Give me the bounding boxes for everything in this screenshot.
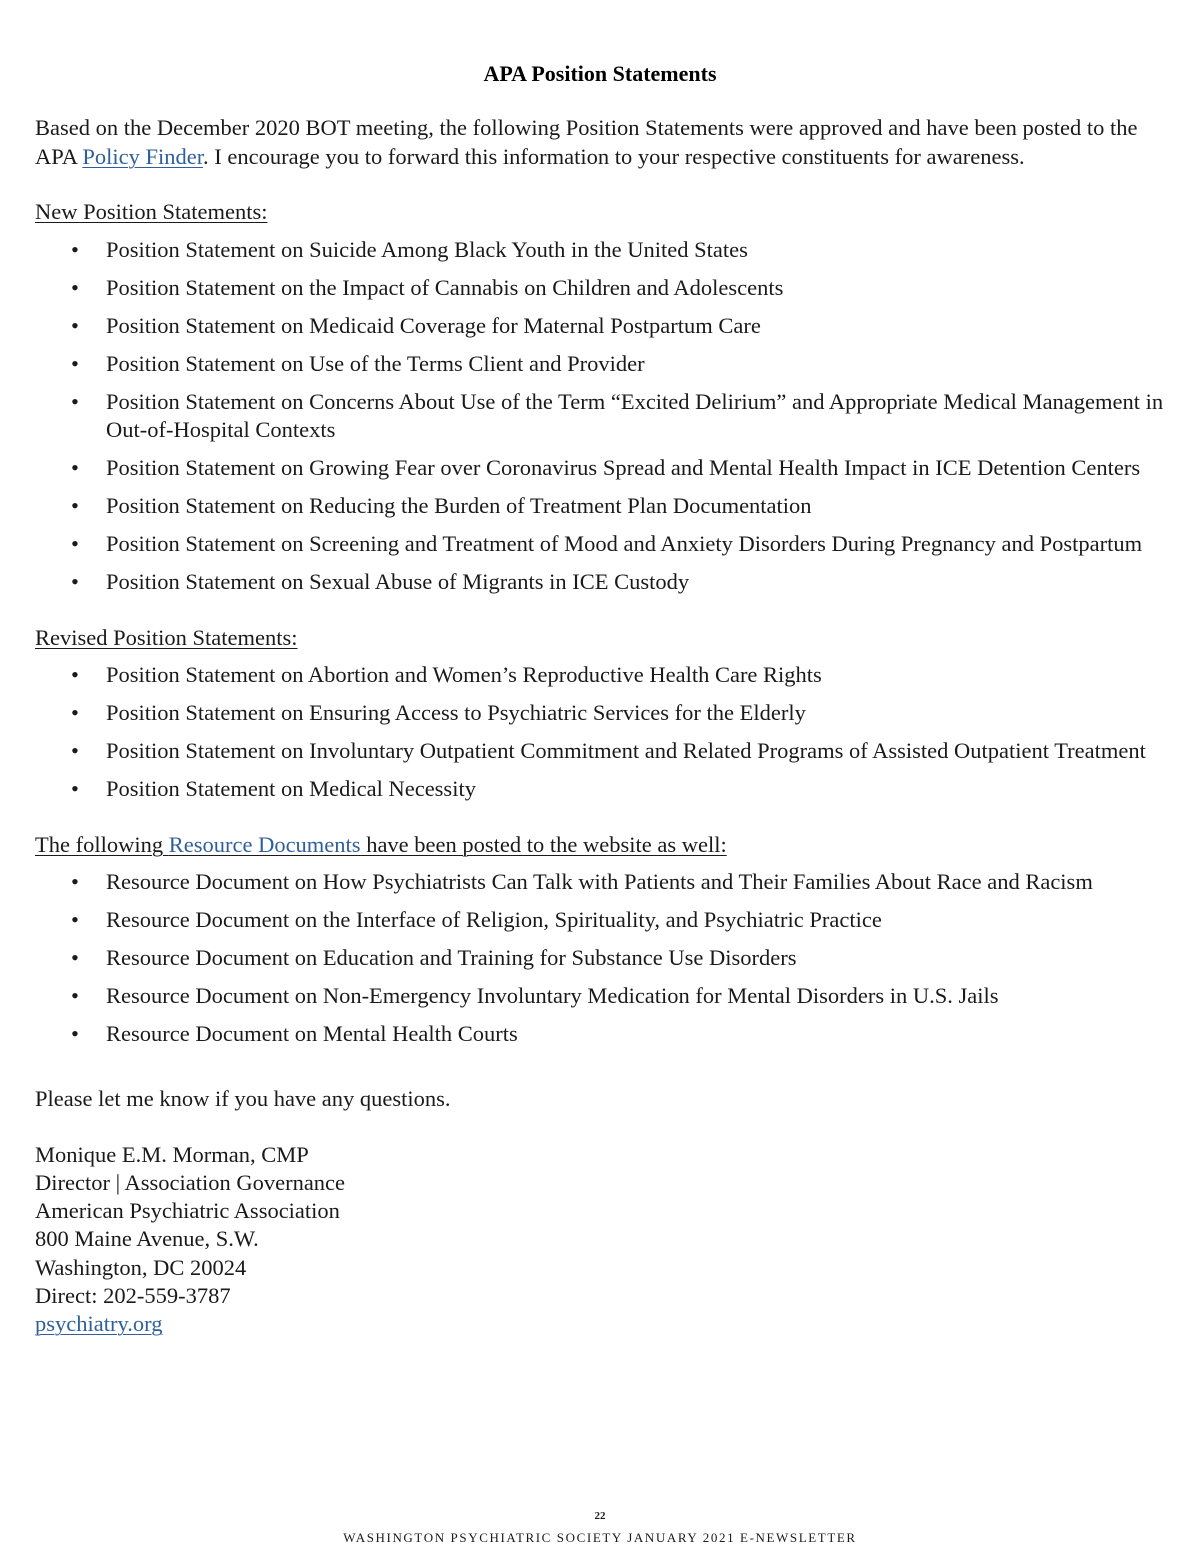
list-item — [35, 274, 1165, 303]
resource-heading-end: have been posted to the website as well: — [360, 831, 727, 857]
list-item-text: Resource Document on Mental Health Courts — [106, 1021, 518, 1046]
list-item — [35, 944, 1165, 973]
bullet-icon: • — [71, 350, 79, 376]
psychiatry-org-link[interactable]: psychiatry.org — [35, 1311, 163, 1337]
list-item-text: Position Statement on Ensuring Access to Psychiatric Services for the Elderly — [106, 700, 806, 725]
bullet-icon: • — [71, 312, 79, 338]
page-title: APA Position Statements — [483, 61, 717, 86]
signature-website-row — [35, 1310, 1165, 1338]
signature-street: 800 Maine Avenue, S.W. — [35, 1226, 259, 1252]
bullet-icon: • — [71, 569, 79, 594]
revised-statements-list — [35, 661, 1165, 804]
list-item — [35, 906, 1165, 935]
list-item-text: Position Statement on Use of the Terms Client and Provider — [106, 350, 645, 376]
bullet-icon: • — [71, 907, 79, 932]
list-item-text: Position Statement on Growing Fear over Coronavirus Spread and Mental Health Impact in ICE Detention Centers — [106, 455, 1141, 480]
list-item — [35, 492, 1165, 521]
bullet-icon: • — [71, 700, 79, 725]
list-item — [35, 530, 1165, 559]
bullet-icon: • — [71, 531, 79, 556]
document-page — [35, 58, 1165, 1339]
signature-role: Director | Association Governance — [35, 1169, 346, 1195]
bullet-icon: • — [71, 1021, 79, 1046]
list-item-text: Position Statement on Suicide Among Black Youth in the United States — [106, 236, 748, 262]
intro-text-start: Based on the December 2020 BOT meeting, the following Position Statements were approved and have been posted to the APA — [35, 115, 1138, 169]
policy-finder-link[interactable]: Policy Finder — [82, 143, 203, 169]
list-item — [35, 350, 1165, 379]
list-item — [35, 661, 1165, 690]
list-item-text: Position Statement on the Impact of Cannabis on Children and Adolescents — [106, 274, 784, 300]
bullet-icon: • — [71, 455, 79, 480]
list-item-text: Position Statement on Medical Necessity — [106, 776, 476, 801]
list-item — [35, 1020, 1165, 1049]
resource-heading-start: The following — [35, 831, 169, 857]
signature-phone: Direct: 202-559-3787 — [35, 1282, 231, 1308]
list-item-text: Position Statement on Involuntary Outpatient Commitment and Related Programs of Assisted Outpatient Treatment — [106, 738, 1146, 763]
closing-line: Please let me know if you have any questions. — [35, 1086, 451, 1111]
resource-documents-list — [35, 868, 1165, 1049]
newsletter-footer: WASHINGTON PSYCHIATRIC SOCIETY JANUARY 2021 E-NEWSLETTER — [343, 1530, 857, 1545]
bullet-icon: • — [71, 388, 79, 414]
list-item — [35, 982, 1165, 1011]
resource-documents-heading — [35, 831, 1165, 860]
new-statements-list — [35, 236, 1165, 597]
list-item — [35, 454, 1165, 483]
resource-documents-link[interactable]: Resource Documents — [168, 831, 361, 857]
bullet-icon: • — [71, 274, 79, 300]
list-item-text: Resource Document on the Interface of Religion, Spirituality, and Psychiatric Practice — [106, 907, 882, 932]
list-item — [35, 312, 1165, 341]
signature-block — [35, 1141, 1165, 1339]
list-item — [35, 568, 1165, 597]
list-item-text: Position Statement on Abortion and Women’s Reproductive Health Care Rights — [106, 662, 822, 687]
bullet-icon: • — [71, 945, 79, 970]
list-item-text: Position Statement on Medicaid Coverage for Maternal Postpartum Care — [106, 312, 761, 338]
signature-organization: American Psychiatric Association — [35, 1198, 340, 1224]
intro-paragraph — [35, 114, 1165, 171]
list-item-text: Position Statement on Screening and Treatment of Mood and Anxiety Disorders During Pregnancy and Postpartum — [106, 531, 1143, 556]
list-item-text: Position Statement on Reducing the Burden of Treatment Plan Documentation — [106, 493, 812, 518]
list-item-text: Resource Document on Education and Training for Substance Use Disorders — [106, 945, 797, 970]
revised-statements-heading: Revised Position Statements: — [35, 624, 298, 650]
list-item — [35, 699, 1165, 728]
list-item-text: Resource Document on How Psychiatrists Can Talk with Patients and Their Families About Race and Racism — [106, 869, 1093, 894]
bullet-icon: • — [71, 493, 79, 518]
list-item — [35, 868, 1165, 897]
list-item — [35, 388, 1165, 445]
list-item — [35, 737, 1165, 766]
bullet-icon: • — [71, 236, 79, 262]
list-item-text: Position Statement on Concerns About Use of the Term “Excited Delirium” and Appropriate Medical Management in Out-of-Hospital Contexts — [106, 388, 1164, 442]
signature-city: Washington, DC 20024 — [35, 1254, 247, 1280]
bullet-icon: • — [71, 776, 79, 801]
bullet-icon: • — [71, 869, 79, 894]
list-item-text: Position Statement on Sexual Abuse of Migrants in ICE Custody — [106, 569, 690, 594]
new-statements-heading: New Position Statements: — [35, 199, 268, 224]
page-number: 22 — [594, 1510, 606, 1522]
bullet-icon: • — [71, 983, 79, 1008]
list-item-text: Resource Document on Non-Emergency Involuntary Medication for Mental Disorders in U.S. Jails — [106, 983, 999, 1008]
list-item — [35, 236, 1165, 265]
bullet-icon: • — [71, 662, 79, 687]
list-item — [35, 775, 1165, 804]
intro-text-end: . I encourage you to forward this information to your respective constituents for awareness. — [202, 143, 1025, 169]
bullet-icon: • — [71, 738, 79, 763]
signature-name: Monique E.M. Morman, CMP — [35, 1141, 309, 1167]
